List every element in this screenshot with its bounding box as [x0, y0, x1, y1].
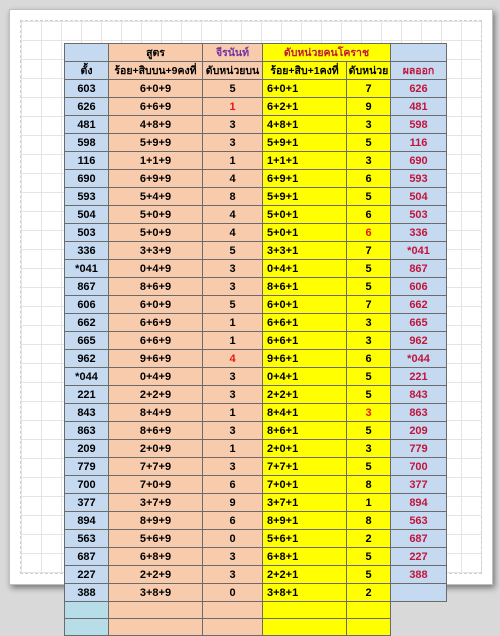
table-row — [65, 242, 447, 260]
cell-outcome: 336 — [391, 224, 447, 242]
cell-formula2: 6+6+1 — [263, 314, 347, 332]
empty-cell — [263, 619, 347, 636]
cell-result1: 9 — [203, 494, 263, 512]
cell-set: 116 — [65, 152, 109, 170]
cell-formula2: 8+4+1 — [263, 404, 347, 422]
table-row — [65, 314, 447, 332]
cell-formula1: 8+6+9 — [109, 278, 203, 296]
cell-outcome — [391, 584, 447, 602]
cell-result1: 1 — [203, 152, 263, 170]
cell-set: 598 — [65, 134, 109, 152]
cell-set: 867 — [65, 278, 109, 296]
lottery-formula-table — [64, 43, 447, 636]
cell-result2: 3 — [347, 116, 391, 134]
cell-formula1: 6+8+9 — [109, 548, 203, 566]
cell-formula2: 5+9+1 — [263, 134, 347, 152]
table-row — [65, 224, 447, 242]
cell-formula1: 2+0+9 — [109, 440, 203, 458]
cell-formula1: 6+9+9 — [109, 170, 203, 188]
cell-result1: 3 — [203, 458, 263, 476]
cell-result2: 5 — [347, 566, 391, 584]
cell-formula2: 8+6+1 — [263, 278, 347, 296]
spreadsheet-sheet — [20, 20, 482, 599]
cell-formula2: 6+2+1 — [263, 98, 347, 116]
cell-result2: 3 — [347, 440, 391, 458]
cell-result1: 3 — [203, 386, 263, 404]
cell-result1: 3 — [203, 260, 263, 278]
cell-set: 700 — [65, 476, 109, 494]
cell-result1: 3 — [203, 368, 263, 386]
cell-result2: 6 — [347, 206, 391, 224]
empty-cell — [263, 602, 347, 619]
cell-set: 336 — [65, 242, 109, 260]
cell-result1: 3 — [203, 278, 263, 296]
cell-formula1: 6+6+9 — [109, 314, 203, 332]
cell-result2: 8 — [347, 476, 391, 494]
cell-set: 687 — [65, 548, 109, 566]
cell-result2: 5 — [347, 548, 391, 566]
cell-formula2: 6+0+1 — [263, 80, 347, 98]
cell-result1: 3 — [203, 422, 263, 440]
cell-result1: 3 — [203, 548, 263, 566]
cell-set: 962 — [65, 350, 109, 368]
cell-set: *041 — [65, 260, 109, 278]
table-row — [65, 368, 447, 386]
cell-result2: 5 — [347, 422, 391, 440]
empty-cell — [109, 602, 203, 619]
cell-result2: 3 — [347, 404, 391, 422]
cell-result2: 5 — [347, 458, 391, 476]
empty-cell — [347, 602, 391, 619]
cell-result2: 5 — [347, 386, 391, 404]
cell-outcome: 665 — [391, 314, 447, 332]
cell-formula2: 3+7+1 — [263, 494, 347, 512]
table-row — [65, 188, 447, 206]
cell-formula2: 7+0+1 — [263, 476, 347, 494]
cell-result1: 1 — [203, 404, 263, 422]
cell-set: 563 — [65, 530, 109, 548]
empty-row — [65, 602, 447, 619]
cell-set: 221 — [65, 386, 109, 404]
cell-set: 662 — [65, 314, 109, 332]
cell-outcome: 779 — [391, 440, 447, 458]
cell-outcome: 221 — [391, 368, 447, 386]
cell-formula2: 8+6+1 — [263, 422, 347, 440]
empty-cell — [203, 602, 263, 619]
cell-result2: 9 — [347, 98, 391, 116]
cell-set: 779 — [65, 458, 109, 476]
cell-outcome: 606 — [391, 278, 447, 296]
cell-formula2: 7+7+1 — [263, 458, 347, 476]
cell-outcome: 962 — [391, 332, 447, 350]
cell-formula2: 5+6+1 — [263, 530, 347, 548]
cell-set: 665 — [65, 332, 109, 350]
cell-formula2: 2+0+1 — [263, 440, 347, 458]
cell-result2: 3 — [347, 314, 391, 332]
cell-outcome: *041 — [391, 242, 447, 260]
cell-set: *044 — [65, 368, 109, 386]
cell-formula1: 6+0+9 — [109, 296, 203, 314]
cell-result2: 5 — [347, 368, 391, 386]
cell-result1: 1 — [203, 440, 263, 458]
table-row — [65, 530, 447, 548]
column-header-row — [65, 62, 447, 80]
empty-cell — [65, 602, 109, 619]
table-row — [65, 260, 447, 278]
col-header-formula2: ร้อย+สิบ+1คงที่ — [263, 62, 347, 80]
cell-formula1: 6+6+9 — [109, 98, 203, 116]
cell-formula2: 4+8+1 — [263, 116, 347, 134]
cell-set: 504 — [65, 206, 109, 224]
cell-outcome: 843 — [391, 386, 447, 404]
cell-formula1: 2+2+9 — [109, 386, 203, 404]
cell-outcome: 690 — [391, 152, 447, 170]
cell-result1: 0 — [203, 584, 263, 602]
cell-formula1: 2+2+9 — [109, 566, 203, 584]
cell-result2: 6 — [347, 224, 391, 242]
cell-formula1: 3+8+9 — [109, 584, 203, 602]
cell-result1: 3 — [203, 134, 263, 152]
cell-formula2: 6+6+1 — [263, 332, 347, 350]
cell-result2: 6 — [347, 350, 391, 368]
table-row — [65, 206, 447, 224]
table-row — [65, 98, 447, 116]
table-row — [65, 476, 447, 494]
empty-cell — [391, 619, 447, 636]
cell-result2: 3 — [347, 152, 391, 170]
cell-outcome: 227 — [391, 548, 447, 566]
cell-result1: 1 — [203, 314, 263, 332]
cell-outcome: 377 — [391, 476, 447, 494]
table-row — [65, 152, 447, 170]
cell-result2: 5 — [347, 188, 391, 206]
cell-formula2: 6+8+1 — [263, 548, 347, 566]
cell-outcome: *044 — [391, 350, 447, 368]
cell-formula2: 8+9+1 — [263, 512, 347, 530]
cell-formula2: 0+4+1 — [263, 368, 347, 386]
table-row — [65, 116, 447, 134]
cell-outcome: 598 — [391, 116, 447, 134]
cell-formula1: 8+6+9 — [109, 422, 203, 440]
cell-outcome: 209 — [391, 422, 447, 440]
cell-outcome: 481 — [391, 98, 447, 116]
cell-set: 894 — [65, 512, 109, 530]
cell-result2: 5 — [347, 134, 391, 152]
cell-set: 606 — [65, 296, 109, 314]
cell-formula1: 5+9+9 — [109, 134, 203, 152]
empty-cell — [391, 602, 447, 619]
group-header-jeeranan: จีรนันท์ — [203, 44, 263, 62]
group-header-korat: ดับหน่วยคนโคราช — [263, 44, 391, 62]
cell-set: 690 — [65, 170, 109, 188]
cell-formula1: 8+9+9 — [109, 512, 203, 530]
cell-formula1: 5+0+9 — [109, 224, 203, 242]
table-row — [65, 80, 447, 98]
cell-outcome: 863 — [391, 404, 447, 422]
cell-result2: 5 — [347, 260, 391, 278]
cell-set: 593 — [65, 188, 109, 206]
empty-cell — [109, 619, 203, 636]
cell-result1: 6 — [203, 512, 263, 530]
empty-cell — [65, 619, 109, 636]
cell-result2: 6 — [347, 170, 391, 188]
empty-row — [65, 619, 447, 636]
cell-formula1: 7+0+9 — [109, 476, 203, 494]
cell-outcome: 593 — [391, 170, 447, 188]
table-row — [65, 350, 447, 368]
photo-frame — [9, 9, 493, 599]
empty-cell — [203, 619, 263, 636]
cell-result1: 5 — [203, 242, 263, 260]
col-header-set: ตั้ง — [65, 62, 109, 80]
cell-formula2: 5+9+1 — [263, 188, 347, 206]
cell-result1: 1 — [203, 98, 263, 116]
cell-result1: 4 — [203, 206, 263, 224]
group-header-formula: สูตร — [109, 44, 203, 62]
table-row — [65, 422, 447, 440]
cell-set: 209 — [65, 440, 109, 458]
table-row — [65, 494, 447, 512]
cell-result1: 4 — [203, 350, 263, 368]
cell-outcome: 894 — [391, 494, 447, 512]
table-row — [65, 278, 447, 296]
cell-result1: 8 — [203, 188, 263, 206]
table-row — [65, 548, 447, 566]
cell-formula1: 6+0+9 — [109, 80, 203, 98]
cell-formula2: 0+4+1 — [263, 260, 347, 278]
cell-formula2: 6+9+1 — [263, 170, 347, 188]
cell-outcome: 504 — [391, 188, 447, 206]
cell-formula1: 1+1+9 — [109, 152, 203, 170]
cell-set: 481 — [65, 116, 109, 134]
cell-formula1: 7+7+9 — [109, 458, 203, 476]
cell-formula1: 5+0+9 — [109, 206, 203, 224]
cell-result2: 7 — [347, 242, 391, 260]
col-header-outcome: ผลออก — [391, 62, 447, 80]
cell-formula1: 9+6+9 — [109, 350, 203, 368]
table-row — [65, 386, 447, 404]
cell-result2: 1 — [347, 494, 391, 512]
cell-outcome: 662 — [391, 296, 447, 314]
table-row — [65, 566, 447, 584]
cell-outcome: 563 — [391, 512, 447, 530]
cell-result2: 3 — [347, 332, 391, 350]
cell-formula2: 2+2+1 — [263, 566, 347, 584]
table-row — [65, 512, 447, 530]
cell-result2: 7 — [347, 296, 391, 314]
col-header-formula: ร้อย+สิบบน+9คงที่ — [109, 62, 203, 80]
cell-result1: 3 — [203, 566, 263, 584]
cell-result1: 5 — [203, 80, 263, 98]
cell-formula2: 5+0+1 — [263, 206, 347, 224]
col-header-result2: ดับหน่วย — [347, 62, 391, 80]
cell-formula2: 9+6+1 — [263, 350, 347, 368]
header-blank-right — [391, 44, 447, 62]
cell-outcome: 626 — [391, 80, 447, 98]
empty-cell — [347, 619, 391, 636]
cell-formula1: 3+7+9 — [109, 494, 203, 512]
cell-outcome: 687 — [391, 530, 447, 548]
table-row — [65, 170, 447, 188]
cell-result2: 2 — [347, 584, 391, 602]
cell-outcome: 867 — [391, 260, 447, 278]
cell-outcome: 700 — [391, 458, 447, 476]
table-row — [65, 404, 447, 422]
cell-result1: 1 — [203, 332, 263, 350]
table-row — [65, 458, 447, 476]
cell-result1: 4 — [203, 170, 263, 188]
cell-result2: 5 — [347, 278, 391, 296]
cell-set: 603 — [65, 80, 109, 98]
cell-formula1: 5+6+9 — [109, 530, 203, 548]
table-row — [65, 134, 447, 152]
cell-formula1: 0+4+9 — [109, 260, 203, 278]
cell-formula2: 2+2+1 — [263, 386, 347, 404]
cell-formula2: 3+3+1 — [263, 242, 347, 260]
cell-formula2: 5+0+1 — [263, 224, 347, 242]
cell-set: 843 — [65, 404, 109, 422]
table-row — [65, 332, 447, 350]
cell-formula1: 8+4+9 — [109, 404, 203, 422]
cell-result1: 6 — [203, 476, 263, 494]
cell-result2: 7 — [347, 80, 391, 98]
cell-set: 227 — [65, 566, 109, 584]
cell-formula1: 6+6+9 — [109, 332, 203, 350]
cell-set: 377 — [65, 494, 109, 512]
cell-result1: 4 — [203, 224, 263, 242]
cell-set: 863 — [65, 422, 109, 440]
group-header-row — [65, 44, 447, 62]
cell-outcome: 388 — [391, 566, 447, 584]
cell-set: 503 — [65, 224, 109, 242]
table-row — [65, 584, 447, 602]
cell-outcome: 116 — [391, 134, 447, 152]
table-row — [65, 296, 447, 314]
cell-formula1: 4+8+9 — [109, 116, 203, 134]
cell-result1: 0 — [203, 530, 263, 548]
cell-result1: 5 — [203, 296, 263, 314]
cell-formula1: 3+3+9 — [109, 242, 203, 260]
cell-result1: 3 — [203, 116, 263, 134]
header-blank — [65, 44, 109, 62]
cell-result2: 2 — [347, 530, 391, 548]
cell-formula1: 0+4+9 — [109, 368, 203, 386]
cell-outcome: 503 — [391, 206, 447, 224]
col-header-result1: ดับหน่วยบน — [203, 62, 263, 80]
cell-formula2: 1+1+1 — [263, 152, 347, 170]
cell-set: 626 — [65, 98, 109, 116]
cell-result2: 8 — [347, 512, 391, 530]
cell-formula1: 5+4+9 — [109, 188, 203, 206]
cell-set: 388 — [65, 584, 109, 602]
table-row — [65, 440, 447, 458]
cell-formula2: 3+8+1 — [263, 584, 347, 602]
cell-formula2: 6+0+1 — [263, 296, 347, 314]
